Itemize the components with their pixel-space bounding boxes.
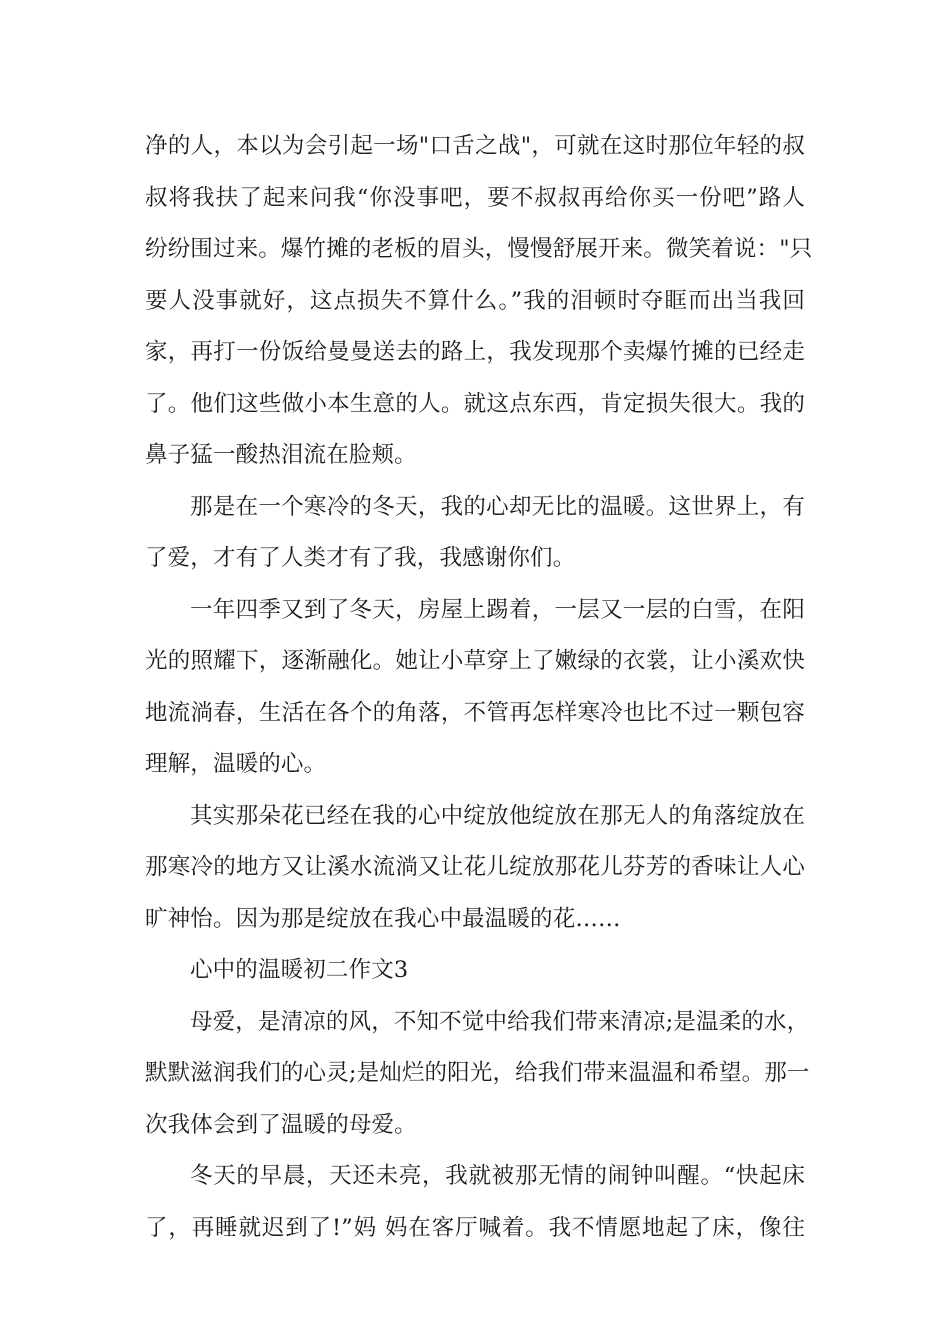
text-line: 母爱，是清凉的风，不知不觉中给我们带来清凉;是温柔的水， [190,1009,810,1035]
text-line: 净的人，本以为会引起一场"口舌之战"，可就在这时那位年轻的叔 [145,133,805,159]
text-line: 一年四季又到了冬天，房屋上踢着，一层又一层的白雪，在阳 [190,597,805,623]
text-line: 次我体会到了温暖的母爱。 [145,1112,417,1138]
text-line: 叔将我扶了起来问我“你没事吧，要不叔叔再给你买一份吧”路人 [145,185,805,211]
text-line: 要人没事就好，这点损失不算什么。”我的泪顿时夺眶而出当我回 [145,288,805,314]
text-line: 鼻子猛一酸热泪流在脸颊。 [145,442,417,468]
text-line: 理解，温暖的心。 [145,751,327,777]
text-line: 家，再打一份饭给曼曼送去的路上，我发现那个卖爆竹摊的已经走 [145,339,805,365]
text-line: 其实那朵花已经在我的心中绽放他绽放在那无人的角落绽放在 [190,803,805,829]
text-line: 了，再睡就迟到了!”妈 妈在客厅喊着。我不情愿地起了床，像往 [145,1215,805,1241]
text-line: 地流淌春，生活在各个的角落，不管再怎样寒冷也比不过一颗包容 [145,700,805,726]
text-line: 光的照耀下，逐渐融化。她让小草穿上了嫩绿的衣裳，让小溪欢快 [145,648,805,674]
text-line: 冬天的早晨，天还未亮，我就被那无情的闹钟叫醒。“快起床 [190,1163,805,1189]
text-line: 默默滋润我们的心灵;是灿烂的阳光，给我们带来温温和希望。那一 [145,1060,810,1086]
text-line: 旷神怡。因为那是绽放在我心中最温暖的花…… [145,906,621,932]
text-line: 了。他们这些做小本生意的人。就这点东西，肯定损失很大。我的 [145,391,805,417]
section-heading: 心中的温暖初二作文3 [190,957,409,983]
text-line: 了爱，才有了人类才有了我，我感谢你们。 [145,545,576,571]
text-line: 那寒冷的地方又让溪水流淌又让花儿绽放那花儿芬芳的香味让人心 [145,854,805,880]
text-line: 那是在一个寒冷的冬天，我的心却无比的温暖。这世界上，有 [190,494,805,520]
text-line: 纷纷围过来。爆竹摊的老板的眉头，慢慢舒展开来。微笑着说："只 [145,236,813,262]
